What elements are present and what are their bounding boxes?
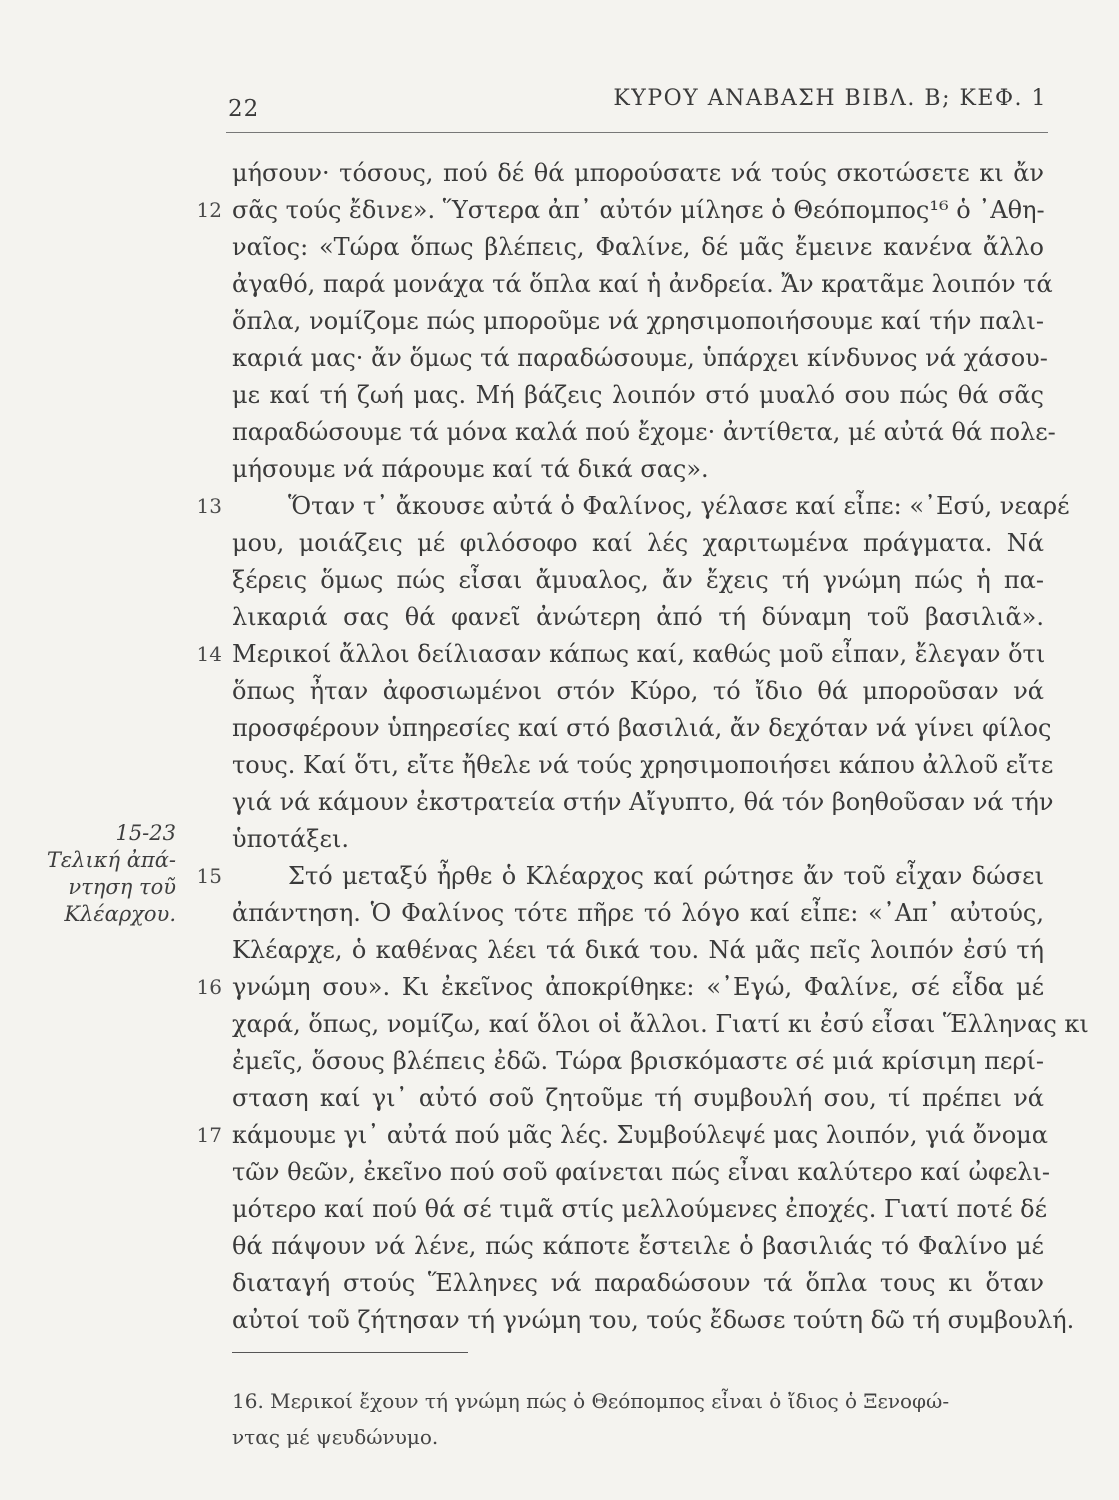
margin-note <box>14 820 176 928</box>
body-line: καριά μας· ἄν ὅμως τά παραδώσουμε, ὑπάρχει κίνδυνος νά χάσου- <box>232 344 1048 372</box>
body-line: διαταγή στούς Ἕλληνες νά παραδώσουν τά ὅπλα τους κι ὅταν <box>232 1269 1044 1297</box>
footnote-line: 16. Μερικοί ἔχουν τή γνώμη πώς ὁ Θεόπομπος εἶναι ὁ ἴδιος ὁ Ξενοφώ- <box>232 1389 950 1413</box>
margin-note-line: Τελική ἀπά- <box>46 848 176 872</box>
paragraph-number-15: 15 <box>196 864 222 888</box>
body-line: θά πάψουν νά λένε, πώς κάποτε ἔστειλε ὁ βασιλιάς τό Φαλίνο μέ <box>232 1232 1044 1260</box>
body-line: γιά νά κάμουν ἐκστρατεία στήν Αἴγυπτο, θά τόν βοηθοῦσαν νά τήν <box>232 788 1054 816</box>
body-line: Ὅταν τ᾽ ἄκουσε αὐτά ὁ Φαλίνος, γέλασε καί εἶπε: «᾽Εσύ, νεαρέ <box>288 492 1070 520</box>
body-line: Κλέαρχε, ὁ καθένας λέει τά δικά του. Νά μᾶς πεῖς λοιπόν ἐσύ τή <box>232 936 1044 964</box>
body-line: μήσουμε νά πάρουμε καί τά δικά σας». <box>232 455 709 483</box>
body-line: γνώμη σου». Κι ἐκεῖνος ἀποκρίθηκε: «᾽Εγώ, Φαλίνε, σέ εἶδα μέ <box>232 973 1044 1001</box>
body-line: με καί τή ζωή μας. Μή βάζεις λοιπόν στό μυαλό σου πώς θά σᾶς <box>232 381 1044 409</box>
body-line: ξέρεις ὅμως πώς εἶσαι ἄμυαλος, ἄν ἔχεις τή γνώμη πώς ἡ πα- <box>232 566 1044 594</box>
body-line: ναῖος: «Τώρα ὅπως βλέπεις, Φαλίνε, δέ μᾶς ἔμεινε κανένα ἄλλο <box>232 233 1044 261</box>
body-line: μήσουν· τόσους, πού δέ θά μπορούσατε νά τούς σκοτώσετε κι ἄν <box>232 159 1044 187</box>
body-line: χαρά, ὅπως, νομίζω, καί ὅλοι οἱ ἄλλοι. Γιατί κι ἐσύ εἶσαι Ἕλληνας κι <box>232 1010 1089 1038</box>
body-line: Στό μεταξύ ἦρθε ὁ Κλέαρχος καί ρώτησε ἄν τοῦ εἶχαν δώσει <box>288 862 1044 890</box>
body-line: τῶν θεῶν, ἐκεῖνο πού σοῦ φαίνεται πώς εἶναι καλύτερο καί ὠφελι- <box>232 1158 1051 1186</box>
body-line: σᾶς τούς ἔδινε». Ὕστερα ἀπ᾽ αὐτόν μίλησε ὁ Θεόπομπος¹⁶ ὁ ᾽Αθη- <box>232 196 1045 224</box>
body-line: κάμουμε γι᾽ αὐτά πού μᾶς λές. Συμβούλεψέ μας λοιπόν, γιά ὄνομα <box>232 1121 1048 1149</box>
body-line: ὅπλα, νομίζομε πώς μποροῦμε νά χρησιμοποιήσουμε καί τήν παλι- <box>232 307 1044 335</box>
body-line: λικαριά σας θά φανεῖ ἀνώτερη ἀπό τή δύναμη τοῦ βασιλιᾶ». <box>232 603 1044 631</box>
margin-note-range: 15-23 <box>115 821 176 845</box>
page-number: 22 <box>228 96 260 122</box>
footnote-rule <box>232 1352 468 1353</box>
body-line: ὑποτάξει. <box>232 825 349 853</box>
paragraph-number-17: 17 <box>196 1123 222 1147</box>
paragraph-number-13: 13 <box>196 494 222 518</box>
margin-note-line: Κλέαρχου. <box>64 902 176 926</box>
body-line: ἀπάντηση. Ὁ Φαλίνος τότε πῆρε τό λόγο καί εἶπε: «᾽Απ᾽ αὐτούς, <box>232 899 1044 927</box>
paragraph-number-14: 14 <box>196 642 222 666</box>
footnote-line: ντας μέ ψευδώνυμο. <box>232 1425 439 1449</box>
body-line: παραδώσουμε τά μόνα καλά πού ἔχομε· ἀντίθετα, μέ αὐτά θά πολε- <box>232 418 1056 446</box>
body-line: τους. Καί ὅτι, εἴτε ἤθελε νά τούς χρησιμοποιήσει κάπου ἀλλοῦ εἴτε <box>232 751 1054 779</box>
header-rule <box>226 132 1048 133</box>
margin-note-line: ντηση τοῦ <box>68 875 176 899</box>
body-line: Μερικοί ἄλλοι δείλιασαν κάπως καί, καθώς μοῦ εἶπαν, ἔλεγαν ὅτι <box>232 640 1046 668</box>
running-title: ΚΥΡΟΥ ΑΝΑΒΑΣΗ ΒΙΒΛ. Β; ΚΕΦ. 1 <box>613 86 1047 111</box>
body-line: αὐτοί τοῦ ζήτησαν τή γνώμη του, τούς ἔδωσε τούτη δῶ τή συμβουλή. <box>232 1306 1075 1334</box>
paragraph-number-12: 12 <box>196 198 222 222</box>
body-line: μότερο καί πού θά σέ τιμᾶ στίς μελλούμενες ἐποχές. Γιατί ποτέ δέ <box>232 1195 1048 1223</box>
paragraph-number-16: 16 <box>196 975 222 999</box>
body-line: μου, μοιάζεις μέ φιλόσοφο καί λές χαριτωμένα πράγματα. Νά <box>232 529 1044 557</box>
body-line: ὅπως ἦταν ἀφοσιωμένοι στόν Κύρο, τό ἴδιο θά μποροῦσαν νά <box>232 677 1044 705</box>
body-line: σταση καί γι᾽ αὐτό σοῦ ζητοῦμε τή συμβουλή σου, τί πρέπει νά <box>232 1084 1044 1112</box>
body-line: ἀγαθό, παρά μονάχα τά ὅπλα καί ἡ ἀνδρεία. Ἄν κρατᾶμε λοιπόν τά <box>232 270 1053 298</box>
body-line: ἐμεῖς, ὅσους βλέπεις ἐδῶ. Τώρα βρισκόμαστε σέ μιά κρίσιμη περί- <box>232 1047 1044 1075</box>
body-line: προσφέρουν ὑπηρεσίες καί στό βασιλιά, ἄν δεχόταν νά γίνει φίλος <box>232 714 1052 742</box>
